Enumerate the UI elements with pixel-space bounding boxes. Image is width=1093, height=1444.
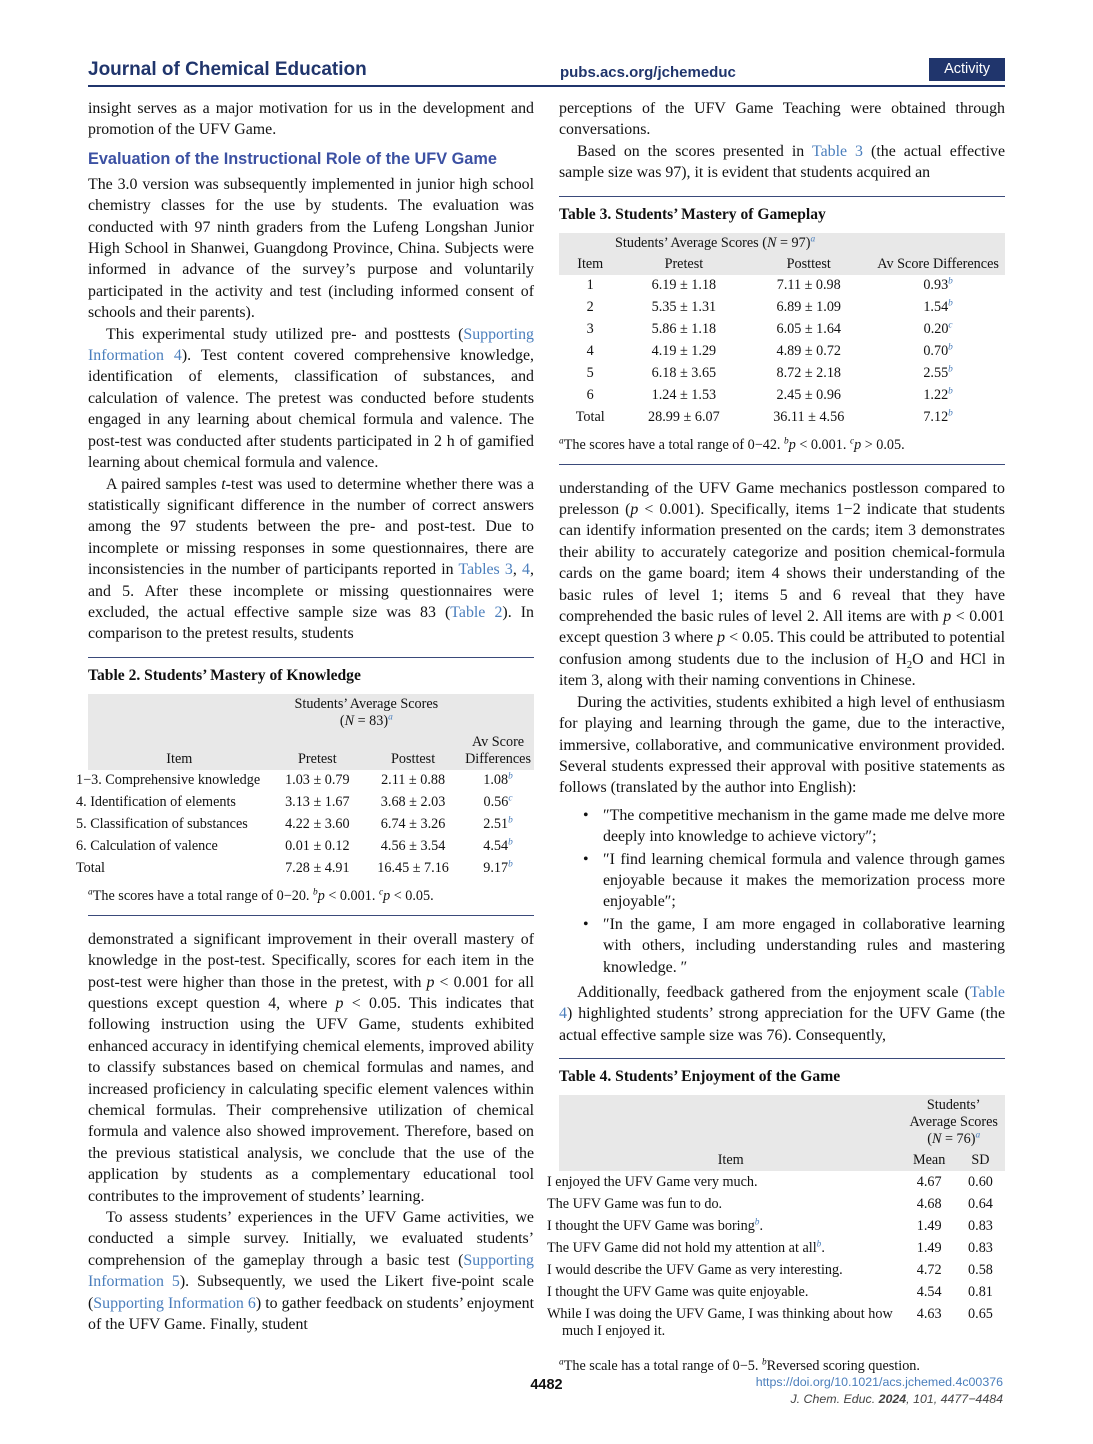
cell-posttest: 3.68 ± 2.03 bbox=[380, 794, 446, 811]
cell-pretest: 5.86 ± 1.18 bbox=[651, 321, 717, 338]
cell-item: I thought the UFV Game was quite enjoyable. bbox=[547, 1283, 809, 1300]
cell-pretest: 4.22 ± 3.60 bbox=[285, 816, 350, 833]
cell-pretest: 0.01 ± 0.12 bbox=[285, 838, 350, 855]
cell-pretest: 3.13 ± 1.67 bbox=[285, 794, 350, 811]
table-3-title: Table 3. Students’ Mastery of Gameplay bbox=[559, 205, 826, 223]
table-2-footnote: $^a$The scores have a total range of 0−20. $^b$p < 0.001. $^c$p < 0.05. bbox=[88, 887, 434, 904]
paragraph: understanding of the UFV Game mechanics postlesson compared to prelesson (p < 0.001). Specifically, items 1−2 indicate that students can identify information presented on the cards; item 3 demonstrates their ability to accurately categorize and position chemical-formula cards on the game board; item 4 shows their understanding of the basic rules of level 1; items 5 and 6 reveal that they have comprehended the basic rules of level 2. All items are with p < 0.001 except question 3 where p < 0.05. This could be attributed to potential confusion among students due to the inclusion of $H_2O$ and HCl in item 3, along with their naming conventions in Chinese. bbox=[559, 479, 1006, 690]
table-3 bbox=[559, 233, 1005, 429]
page-footer bbox=[0, 1374, 1093, 1424]
cell-sd: 0.81 bbox=[968, 1283, 993, 1300]
page bbox=[76, 0, 1006, 1389]
journal-url-link[interactable]: pubs.acs.org/jchemeduc bbox=[559, 64, 736, 81]
cell-pretest: 4.19 ± 1.29 bbox=[651, 343, 717, 360]
cell-sd: 0.83 bbox=[968, 1217, 993, 1234]
cell-item: 6. Calculation of valence bbox=[76, 838, 218, 855]
cell-item: While I was doing the UFV Game, I was thinking about how much I enjoyed it. bbox=[547, 1305, 893, 1339]
table-row bbox=[88, 792, 534, 814]
citation-block bbox=[756, 1374, 1003, 1407]
paragraph: Based on the scores presented in Table 3 (the actual effective sample size was 97), it is evident that students acquired an bbox=[559, 142, 1006, 182]
cell-diff: 2.55$^b$ bbox=[923, 364, 953, 382]
col-header-item: Item bbox=[717, 1152, 744, 1169]
cell-pretest: 7.28 ± 4.91 bbox=[285, 860, 350, 877]
page-number: 4482 bbox=[530, 1377, 563, 1393]
paragraph-intro: insight serves as a major motivation for us in the development and promotion of the UFV Game. bbox=[88, 100, 534, 139]
cell-pretest: 1.03 ± 0.79 bbox=[285, 772, 350, 789]
two-column-layout bbox=[76, 98, 1006, 1389]
cell-item: I thought the UFV Game was boring$^b$. bbox=[547, 1216, 764, 1234]
table-row bbox=[559, 1259, 1005, 1281]
cell-mean: 4.68 bbox=[916, 1195, 942, 1212]
cell-item: 1−3. Comprehensive knowledge bbox=[76, 772, 261, 789]
cell-mean: 1.49 bbox=[916, 1239, 942, 1256]
table-row bbox=[559, 1215, 1005, 1237]
col-header-item: Item bbox=[577, 255, 604, 272]
col-header-posttest: Posttest bbox=[391, 750, 436, 767]
paragraph: To assess students’ experiences in the UFV Game activities, we conducted a simple survey. Initially, we evaluated students’ comprehension of the gameplay through a basic test (Supporting Information 5). Subsequently, we used the Likert five-point scale (Supporting Information 6) to gather feedback on students’ enjoyment of the UFV Game. Finally, student bbox=[88, 1209, 535, 1334]
table-row bbox=[559, 363, 1005, 385]
journal-citation: J. Chem. Educ. 2024, 101, 4477−4484 bbox=[790, 1391, 1003, 1406]
cell-item: 1 bbox=[586, 277, 594, 294]
cell-item: 4 bbox=[586, 343, 594, 360]
table-3-block bbox=[559, 196, 1005, 465]
cell-posttest: 36.11 ± 4.56 bbox=[773, 409, 845, 426]
cell-diff: 0.20$^c$ bbox=[923, 320, 953, 338]
table-2-block bbox=[76, 657, 534, 916]
span-header bbox=[902, 1095, 1005, 1150]
page-header bbox=[88, 58, 1005, 87]
table-row bbox=[559, 1303, 1005, 1342]
cell-item: 4. Identification of elements bbox=[76, 794, 236, 811]
table-row bbox=[559, 1237, 1005, 1259]
cell-posttest: 16.45 ± 7.16 bbox=[377, 860, 449, 877]
section-heading: Evaluation of the Instructional Role of the UFV Game bbox=[88, 149, 497, 168]
student-quotes-list bbox=[559, 805, 1005, 978]
paragraph: The 3.0 version was subsequently implemented in junior high school chemistry classes for the use by students. The evaluation was conducted with 97 ninth graders from the Lufeng Longshan Junior High School in Shanwei, Guangdong Province, China. Subjects were informed in advance of the survey’s purpose and voluntarily participated in the activity and test (including informed consent of schools and their parents). bbox=[88, 175, 534, 322]
span-header-line: Students’ bbox=[926, 1097, 981, 1114]
cell-posttest: 6.05 ± 1.64 bbox=[776, 321, 842, 338]
table-4 bbox=[547, 1095, 1005, 1342]
col-header-diff: Av Score Differences bbox=[465, 733, 531, 767]
paragraph: demonstrated a significant improvement in their overall mastery of knowledge in the post-test. Specifically, scores for each item in the post-test were higher than those in the pretest, with p < 0.001 for all questions except question 4, where p < 0.05. This indicates that following instruction using the UFV Game, students exhibited enhanced accuracy in identifying chemical elements, improved ability to classify substances based on chemical formulas and names, and increased proficiency in calculating specific element valences within chemical formulas. Their comprehensive utilization of chemical formula and valence also showed improvement. Therefore, based on the previous statistical analysis, we conclude that the use of the application by students as a complementary educational tool contributes to the improvement of students’ learning. bbox=[88, 930, 534, 1205]
table-row bbox=[88, 814, 534, 836]
table-row bbox=[559, 385, 1005, 407]
table-4-title: Table 4. Students’ Enjoyment of the Game bbox=[559, 1068, 841, 1086]
cell-posttest: 8.72 ± 2.18 bbox=[776, 365, 842, 382]
cell-mean: 4.54 bbox=[916, 1283, 942, 1300]
table-row bbox=[559, 319, 1005, 341]
table-2 bbox=[76, 694, 534, 880]
table-row bbox=[88, 770, 534, 792]
col-header-pretest: Pretest bbox=[664, 255, 704, 272]
cell-item: 2 bbox=[586, 299, 594, 316]
quote-item: • ″The competitive mechanism in the game made me delve more deeply into knowledge to achieve victory″; bbox=[603, 805, 1005, 848]
table-top-rule bbox=[88, 657, 534, 658]
col-header-pretest: Pretest bbox=[298, 750, 337, 767]
table-row bbox=[559, 407, 1005, 429]
cell-diff: 0.70$^b$ bbox=[923, 342, 953, 360]
col-header-sd: SD bbox=[971, 1152, 990, 1169]
cell-item: The UFV Game did not hold my attention at all$^b$. bbox=[547, 1238, 825, 1256]
cell-item: Total bbox=[76, 860, 105, 877]
paragraph: A paired samples t-test was used to determine whether there was a statistically significant difference in the number of correct answers among the 97 students between the pre- and post-test. Due to incomplete or missing responses in some questionnaires, there are inconsistencies in the number of participants reported in Tables 3, 4, and 5. After these incomplete or missing questionnaires were excluded, the actual effective sample size was 83 (Table 2). In comparison to the pretest results, students bbox=[88, 475, 534, 643]
quote-item: • ″In the game, I am more engaged in collaborative learning with others, including understanding rules and mastering knowledge. ″ bbox=[603, 914, 1005, 978]
cell-posttest: 6.74 ± 3.26 bbox=[380, 816, 446, 833]
paragraph: During the activities, students exhibited a high level of enthusiasm for playing and learning through the game, due to the interactive, immersive, collaborative, and communicative environment provided. Several students expressed their approval with positive statements as follows (translated by the author into English): bbox=[559, 693, 1005, 797]
cell-posttest: 4.89 ± 0.72 bbox=[776, 343, 842, 360]
table-row bbox=[559, 1281, 1005, 1303]
right-column bbox=[547, 98, 1006, 1389]
cell-diff: 2.51$^b$ bbox=[483, 815, 513, 833]
cell-posttest: 4.56 ± 3.54 bbox=[380, 838, 446, 855]
left-column bbox=[76, 98, 535, 1389]
col-header-item: Item bbox=[166, 750, 193, 767]
cell-sd: 0.60 bbox=[968, 1173, 993, 1190]
cell-diff: 1.22$^b$ bbox=[923, 386, 953, 404]
paragraph: Additionally, feedback gathered from the enjoyment scale (Table 4) highlighted students’ strong appreciation for the UFV Game (the actual effective sample size was 76). Consequently, bbox=[559, 983, 1005, 1044]
table-2-title: Table 2. Students’ Mastery of Knowledge bbox=[88, 666, 361, 684]
span-header-line: (N = 83)$^a$ bbox=[339, 712, 393, 729]
cell-pretest: 28.99 ± 6.07 bbox=[648, 409, 720, 426]
table-3-footnote: $^a$The scores have a total range of 0−42. $^b$p < 0.001. $^c$p > 0.05. bbox=[559, 435, 905, 453]
span-header bbox=[271, 694, 462, 732]
cell-sd: 0.65 bbox=[968, 1305, 993, 1322]
quote-item: • ″I find learning chemical formula and valence through games enjoyable because it makes the memorization process more enjoyable″; bbox=[603, 849, 1005, 913]
cell-sd: 0.58 bbox=[968, 1261, 993, 1278]
cell-diff: 7.12$^b$ bbox=[923, 408, 953, 426]
cell-mean: 1.49 bbox=[916, 1217, 942, 1234]
cell-item: I would describe the UFV Game as very interesting. bbox=[547, 1261, 843, 1278]
span-header-line: Average Scores bbox=[909, 1114, 998, 1131]
paragraph: perceptions of the UFV Game Teaching were obtained through conversations. bbox=[559, 100, 1005, 139]
table-3-header bbox=[559, 233, 1005, 275]
cell-item: I enjoyed the UFV Game very much. bbox=[547, 1173, 758, 1190]
table-bottom-rule bbox=[88, 915, 534, 916]
cell-item: 5 bbox=[586, 365, 594, 382]
table-2-header bbox=[88, 694, 534, 770]
table-bottom-rule bbox=[559, 464, 1005, 465]
cell-diff: 1.08$^b$ bbox=[483, 771, 513, 789]
table-4-block bbox=[547, 1058, 1005, 1376]
cell-item: The UFV Game was fun to do. bbox=[547, 1195, 723, 1212]
cell-diff: 4.54$^b$ bbox=[483, 837, 513, 855]
cell-item: 5. Classification of substances bbox=[76, 816, 248, 833]
cell-posttest: 2.11 ± 0.88 bbox=[381, 772, 446, 789]
cell-mean: 4.72 bbox=[916, 1261, 942, 1278]
table-top-rule bbox=[559, 1058, 1005, 1059]
table-4-footnote: $^a$The scale has a total range of 0−5. $^b$Reversed scoring question. bbox=[559, 1357, 920, 1375]
cell-pretest: 1.24 ± 1.53 bbox=[651, 387, 717, 404]
cell-item: Total bbox=[575, 409, 605, 426]
cell-mean: 4.63 bbox=[916, 1305, 942, 1322]
cell-item: 3 bbox=[586, 321, 594, 338]
table-row bbox=[559, 297, 1005, 319]
cell-pretest: 6.18 ± 3.65 bbox=[651, 365, 717, 382]
cell-diff: 0.93$^b$ bbox=[923, 276, 953, 294]
cell-posttest: 7.11 ± 0.98 bbox=[776, 277, 841, 294]
cell-pretest: 6.19 ± 1.18 bbox=[651, 277, 717, 294]
col-header-diff: Av Score Differences bbox=[877, 255, 999, 272]
cell-sd: 0.83 bbox=[968, 1239, 993, 1256]
cell-posttest: 6.89 ± 1.09 bbox=[776, 299, 842, 316]
table-row bbox=[559, 275, 1005, 297]
cell-item: 6 bbox=[586, 387, 594, 404]
col-header-posttest: Posttest bbox=[786, 255, 831, 272]
article-type-badge: Activity bbox=[929, 58, 1005, 81]
col-header-mean: Mean bbox=[913, 1152, 946, 1169]
doi-link[interactable]: https://doi.org/10.1021/acs.jchemed.4c00376 bbox=[755, 1375, 1003, 1389]
span-header: Students’ Average Scores (N = 97)$^a$ bbox=[615, 233, 816, 251]
cell-pretest: 5.35 ± 1.31 bbox=[651, 299, 717, 316]
table-row bbox=[559, 1171, 1005, 1193]
table-4-header bbox=[559, 1095, 1005, 1171]
span-header-line: (N = 76)$^a$ bbox=[927, 1130, 981, 1148]
journal-title: Journal of Chemical Education bbox=[88, 59, 367, 80]
table-row bbox=[88, 858, 534, 880]
cell-posttest: 2.45 ± 0.96 bbox=[776, 387, 842, 404]
cell-diff: 1.54$^b$ bbox=[923, 298, 953, 316]
cell-diff: 9.17$^b$ bbox=[483, 859, 513, 877]
cell-diff: 0.56$^c$ bbox=[483, 793, 513, 811]
table-row bbox=[88, 836, 534, 858]
table-row bbox=[559, 341, 1005, 363]
table-top-rule bbox=[559, 196, 1005, 197]
span-header-line: Students’ Average Scores bbox=[294, 695, 439, 712]
cell-sd: 0.64 bbox=[968, 1195, 993, 1212]
cell-mean: 4.67 bbox=[916, 1173, 942, 1190]
table-row bbox=[559, 1193, 1005, 1215]
paragraph: This experimental study utilized pre- and posttests (Supporting Information 4). Test content covered comprehensive knowledge, identification of elements, classification of substances, and calculation of valence. The pretest was conducted before students engaged in any learning about chemical formula and valence. The post-test was conducted after students participated in 2 h of gamified learning about chemical formula and valence. bbox=[88, 325, 534, 472]
